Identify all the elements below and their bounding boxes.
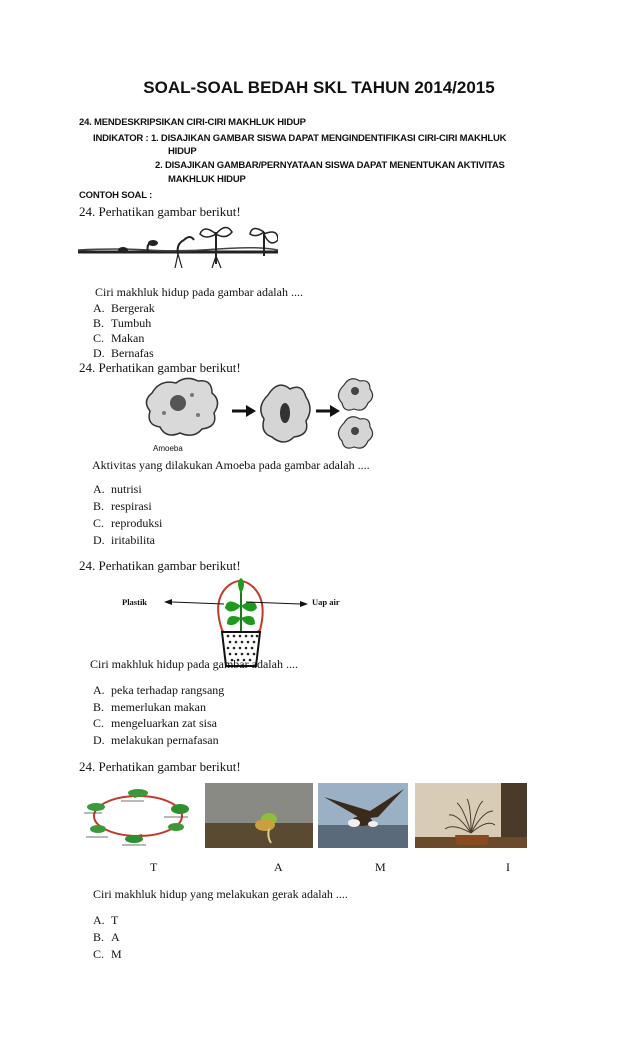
competency-line: 24. MENDESKRIPSIKAN CIRI-CIRI MAKHLUK HIDUP [79, 117, 306, 128]
q2-prompt: 24. Perhatikan gambar berikut! [79, 360, 241, 375]
label-plastic: Plastik [122, 597, 148, 607]
image-label-t: T [150, 860, 158, 874]
eagle-image [318, 783, 408, 848]
sprouting-seed-image [205, 783, 313, 848]
amoeba-caption: Amoeba [153, 444, 183, 453]
image-label-i: I [506, 860, 510, 874]
q3-question: Ciri makhluk hidup pada gambar adalah .... [90, 657, 298, 671]
image-label-a: A [274, 860, 283, 874]
mimosa-plant-image [415, 783, 527, 848]
page-title: SOAL-SOAL BEDAH SKL TAHUN 2014/2015 [143, 78, 495, 97]
label-water-vapor: Uap air [312, 597, 340, 607]
q1-question: Ciri makhluk hidup pada gambar adalah .... [95, 285, 303, 299]
indicator-2-cont: MAKHLUK HIDUP [168, 174, 246, 185]
image-label-m: M [375, 860, 386, 874]
indicator-2: 2. DISAJIKAN GAMBAR/PERNYATAAN SISWA DAPAT MENENTUKAN AKTIVITAS [155, 160, 505, 171]
amoeba-division-image [140, 373, 380, 455]
q1-option-d: D. Bernafas [93, 346, 154, 360]
seedling-growth-image [78, 226, 278, 276]
q4-option-c: C. M [93, 947, 122, 961]
q4-option-a: A. T [93, 913, 119, 927]
q3-option-b: B. memerlukan makan [93, 700, 206, 714]
q2-option-b: B. respirasi [93, 499, 152, 513]
q2-option-a: A. nutrisi [93, 482, 142, 496]
q3-option-c: C. mengeluarkan zat sisa [93, 716, 217, 730]
example-heading: CONTOH SOAL : [79, 190, 153, 201]
q4-question: Ciri makhluk hidup yang melakukan gerak adalah .... [93, 887, 348, 901]
q3-prompt: 24. Perhatikan gambar berikut! [79, 558, 241, 573]
q3-option-d: D. melakukan pernafasan [93, 733, 219, 747]
q1-option-b: B. Tumbuh [93, 316, 152, 330]
q2-option-d: D. iritabilita [93, 533, 155, 547]
q2-option-c: C. reproduksi [93, 516, 163, 530]
indicator-1: INDIKATOR : 1. DISAJIKAN GAMBAR SISWA DAPAT MENGINDENTIFIKASI CIRI-CIRI MAKHLUK [93, 133, 507, 144]
q3-option-a: A. peka terhadap rangsang [93, 683, 225, 697]
q1-option-c: C. Makan [93, 331, 145, 345]
plant-life-cycle-image [76, 783, 201, 848]
q4-option-b: B. A [93, 930, 120, 944]
q4-prompt: 24. Perhatikan gambar berikut! [79, 759, 241, 774]
q2-question: Aktivitas yang dilakukan Amoeba pada gambar adalah .... [92, 458, 370, 472]
q1-option-a: A. Bergerak [93, 301, 155, 315]
indicator-1-cont: HIDUP [168, 146, 197, 157]
q1-prompt: 24. Perhatikan gambar berikut! [79, 204, 241, 219]
